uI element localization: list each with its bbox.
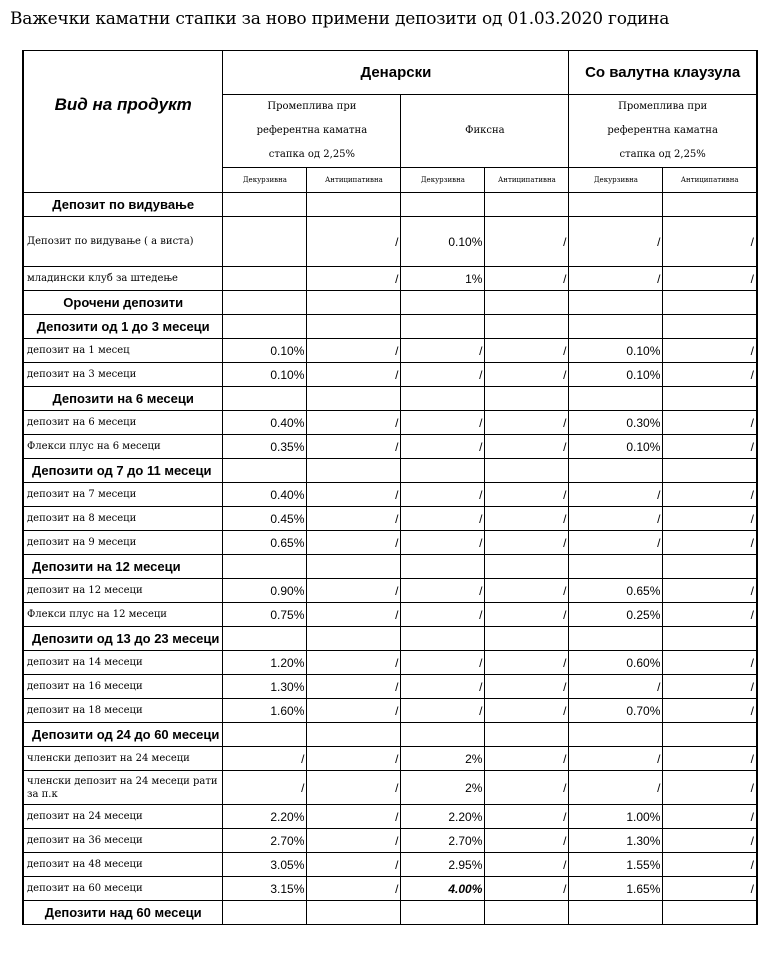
empty-cell: [401, 627, 485, 651]
rate-cell-denar-fixed-anticipative: /: [485, 339, 569, 363]
rate-cell-denar-fixed-anticipative: /: [485, 531, 569, 555]
section-label: Депозити од 7 до 11 месеци: [23, 459, 223, 483]
decursive-header: Декурзивна: [569, 168, 663, 193]
denar-fixed-rate-header: Фиксна: [401, 95, 569, 168]
empty-cell: [401, 459, 485, 483]
empty-cell: [485, 723, 569, 747]
decursive-header: Декурзивна: [223, 168, 307, 193]
empty-cell: [663, 723, 757, 747]
rate-cell-denar-variable-decursive: 0.10%: [223, 363, 307, 387]
empty-cell: [485, 315, 569, 339]
empty-cell: [307, 387, 401, 411]
rate-cell-fx-variable-anticipative: /: [663, 699, 757, 723]
empty-cell: [401, 291, 485, 315]
rate-cell-fx-variable-decursive: 0.10%: [569, 435, 663, 459]
rate-cell-denar-variable-anticipative: /: [307, 829, 401, 853]
rate-cell-denar-variable-anticipative: /: [307, 771, 401, 805]
empty-cell: [401, 901, 485, 925]
empty-cell: [307, 459, 401, 483]
rate-cell-denar-variable-decursive: 0.10%: [223, 339, 307, 363]
rate-cell-denar-variable-decursive: 1.60%: [223, 699, 307, 723]
rate-cell-denar-variable-anticipative: /: [307, 363, 401, 387]
rate-cell-fx-variable-decursive: 1.65%: [569, 877, 663, 901]
empty-cell: [223, 555, 307, 579]
empty-cell: [663, 901, 757, 925]
product-row: [23, 747, 757, 771]
rate-cell-denar-fixed-anticipative: /: [485, 675, 569, 699]
product-row: [23, 579, 757, 603]
empty-cell: [663, 459, 757, 483]
rate-cell-denar-variable-anticipative: /: [307, 507, 401, 531]
rate-cell-fx-variable-decursive: 1.30%: [569, 829, 663, 853]
product-row: [23, 531, 757, 555]
product-label: депозит на 9 месеци: [23, 531, 223, 555]
product-label: членски депозит на 24 месеци: [23, 747, 223, 771]
product-row: [23, 829, 757, 853]
product-label: Депозит по видување ( а виста): [23, 217, 223, 267]
rate-cell-denar-fixed-decursive: /: [401, 507, 485, 531]
rate-cell-denar-fixed-decursive: /: [401, 579, 485, 603]
section-row: [23, 723, 757, 747]
empty-cell: [569, 555, 663, 579]
rate-cell-fx-variable-decursive: /: [569, 267, 663, 291]
product-row: [23, 217, 757, 267]
empty-cell: [401, 315, 485, 339]
rate-cell-denar-fixed-decursive: /: [401, 435, 485, 459]
product-row: [23, 339, 757, 363]
empty-cell: [663, 387, 757, 411]
product-row: [23, 699, 757, 723]
rate-cell-fx-variable-decursive: /: [569, 771, 663, 805]
product-label: депозит на 3 месеци: [23, 363, 223, 387]
section-row: [23, 459, 757, 483]
rate-cell-denar-fixed-decursive: 0.10%: [401, 217, 485, 267]
empty-cell: [223, 291, 307, 315]
section-label: Депозити од 13 до 23 месеци: [23, 627, 223, 651]
rate-cell-denar-variable-decursive: 0.90%: [223, 579, 307, 603]
empty-cell: [307, 291, 401, 315]
rate-cell-fx-variable-decursive: 0.10%: [569, 363, 663, 387]
rate-cell-fx-variable-anticipative: /: [663, 411, 757, 435]
rate-cell-fx-variable-anticipative: /: [663, 363, 757, 387]
rate-cell-denar-variable-decursive: 2.70%: [223, 829, 307, 853]
rate-cell-fx-variable-decursive: 0.25%: [569, 603, 663, 627]
rate-cell-denar-fixed-decursive: /: [401, 675, 485, 699]
rate-cell-fx-variable-decursive: /: [569, 675, 663, 699]
rate-cell-denar-fixed-anticipative: /: [485, 747, 569, 771]
empty-cell: [307, 193, 401, 217]
product-row: [23, 483, 757, 507]
empty-cell: [663, 627, 757, 651]
product-row: [23, 771, 757, 805]
empty-cell: [663, 315, 757, 339]
rate-cell-denar-variable-decursive: 1.20%: [223, 651, 307, 675]
rate-cell-fx-variable-anticipative: /: [663, 507, 757, 531]
empty-cell: [401, 555, 485, 579]
product-row: [23, 435, 757, 459]
empty-cell: [663, 555, 757, 579]
rate-cell-fx-variable-anticipative: /: [663, 651, 757, 675]
anticipative-header: Антиципативна: [663, 168, 757, 193]
header-row-currency: [23, 51, 757, 95]
rate-cell-denar-fixed-decursive: 2%: [401, 771, 485, 805]
rate-cell-denar-variable-anticipative: /: [307, 435, 401, 459]
product-label: депозит на 24 месеци: [23, 805, 223, 829]
empty-cell: [223, 459, 307, 483]
rate-cell-denar-fixed-anticipative: /: [485, 579, 569, 603]
empty-cell: [223, 627, 307, 651]
fx-variable-rate-header: Промеплива при референтна каматна стапка од 2,25%: [569, 95, 757, 168]
rate-cell-denar-fixed-anticipative: /: [485, 217, 569, 267]
interest-rates-table: [22, 50, 758, 925]
section-label: Депозити над 60 месеци: [23, 901, 223, 925]
rate-cell-fx-variable-anticipative: /: [663, 435, 757, 459]
rate-cell-fx-variable-anticipative: /: [663, 579, 757, 603]
rate-cell-fx-variable-anticipative: /: [663, 339, 757, 363]
rate-cell-denar-fixed-anticipative: /: [485, 267, 569, 291]
product-label: депозит на 12 месеци: [23, 579, 223, 603]
rate-cell-denar-fixed-anticipative: /: [485, 829, 569, 853]
section-label: Депозити на 6 месеци: [23, 387, 223, 411]
rate-cell-denar-variable-anticipative: /: [307, 483, 401, 507]
rate-cell-denar-fixed-anticipative: /: [485, 771, 569, 805]
product-label: депозит на 1 месец: [23, 339, 223, 363]
rate-cell-denar-fixed-decursive: /: [401, 651, 485, 675]
empty-cell: [485, 291, 569, 315]
anticipative-header: Антиципативна: [307, 168, 401, 193]
empty-cell: [663, 291, 757, 315]
rate-cell-denar-fixed-decursive: 4.00%: [401, 877, 485, 901]
rate-cell-denar-fixed-decursive: /: [401, 699, 485, 723]
rate-cell-denar-fixed-anticipative: /: [485, 805, 569, 829]
rate-cell-denar-variable-decursive: 1.30%: [223, 675, 307, 699]
empty-cell: [223, 723, 307, 747]
section-label: Депозити од 24 до 60 месеци: [23, 723, 223, 747]
section-label: Орочени депозити: [23, 291, 223, 315]
section-row: [23, 387, 757, 411]
product-label: депозит на 16 месеци: [23, 675, 223, 699]
product-row: [23, 603, 757, 627]
rate-cell-fx-variable-anticipative: /: [663, 877, 757, 901]
rate-cell-denar-fixed-decursive: 2.20%: [401, 805, 485, 829]
empty-cell: [307, 901, 401, 925]
section-row: [23, 901, 757, 925]
rate-cell-denar-variable-decursive: /: [223, 771, 307, 805]
page-title: Важечки каматни стапки за ново примени депозити од 01.03.2020 година: [10, 9, 670, 29]
anticipative-header: Антиципативна: [485, 168, 569, 193]
rate-cell-denar-fixed-decursive: /: [401, 363, 485, 387]
rate-cell-denar-variable-anticipative: /: [307, 675, 401, 699]
empty-cell: [307, 627, 401, 651]
rate-cell-denar-fixed-anticipative: /: [485, 411, 569, 435]
product-label: депозит на 8 месеци: [23, 507, 223, 531]
rate-cell-denar-fixed-anticipative: /: [485, 651, 569, 675]
rate-cell-denar-fixed-anticipative: /: [485, 363, 569, 387]
product-label: членски депозит на 24 месеци рати за п.к: [23, 771, 223, 805]
decursive-header: Декурзивна: [401, 168, 485, 193]
rate-cell-denar-variable-decursive: 0.75%: [223, 603, 307, 627]
rate-cell-denar-fixed-decursive: /: [401, 603, 485, 627]
empty-cell: [569, 315, 663, 339]
product-label: депозит на 14 месеци: [23, 651, 223, 675]
empty-cell: [569, 901, 663, 925]
rate-cell-denar-variable-decursive: 0.45%: [223, 507, 307, 531]
rate-cell-denar-variable-decursive: 3.15%: [223, 877, 307, 901]
section-row: [23, 291, 757, 315]
empty-cell: [485, 193, 569, 217]
product-row: [23, 363, 757, 387]
rate-cell-fx-variable-anticipative: /: [663, 267, 757, 291]
rate-cell-fx-variable-anticipative: /: [663, 805, 757, 829]
denar-header: Денарски: [223, 51, 569, 95]
product-row: [23, 507, 757, 531]
empty-cell: [307, 315, 401, 339]
product-label: Флекси плус на 12 месеци: [23, 603, 223, 627]
empty-cell: [223, 901, 307, 925]
product-row: [23, 651, 757, 675]
rate-cell-denar-fixed-anticipative: /: [485, 603, 569, 627]
rate-cell-fx-variable-decursive: 1.55%: [569, 853, 663, 877]
section-row: [23, 193, 757, 217]
rate-cell-fx-variable-decursive: /: [569, 507, 663, 531]
section-label: Депозит по видување: [23, 193, 223, 217]
rate-cell-fx-variable-anticipative: /: [663, 675, 757, 699]
rate-cell-denar-variable-anticipative: /: [307, 217, 401, 267]
product-row: [23, 675, 757, 699]
empty-cell: [223, 315, 307, 339]
rate-cell-denar-fixed-decursive: 1%: [401, 267, 485, 291]
rate-cell-denar-fixed-decursive: /: [401, 483, 485, 507]
rate-cell-denar-variable-decursive: 2.20%: [223, 805, 307, 829]
rate-cell-fx-variable-decursive: /: [569, 531, 663, 555]
empty-cell: [569, 193, 663, 217]
section-row: [23, 315, 757, 339]
empty-cell: [401, 723, 485, 747]
rate-cell-denar-variable-decursive: [223, 217, 307, 267]
product-label: депозит на 48 месеци: [23, 853, 223, 877]
empty-cell: [485, 555, 569, 579]
rate-cell-denar-fixed-anticipative: /: [485, 483, 569, 507]
rate-cell-fx-variable-anticipative: /: [663, 747, 757, 771]
rate-cell-fx-variable-anticipative: /: [663, 771, 757, 805]
rate-cell-denar-fixed-decursive: 2.95%: [401, 853, 485, 877]
rate-cell-denar-variable-anticipative: /: [307, 411, 401, 435]
rate-cell-denar-fixed-decursive: 2.70%: [401, 829, 485, 853]
rate-cell-denar-fixed-anticipative: /: [485, 507, 569, 531]
rate-cell-fx-variable-anticipative: /: [663, 217, 757, 267]
rate-cell-fx-variable-anticipative: /: [663, 483, 757, 507]
rate-cell-denar-variable-anticipative: /: [307, 651, 401, 675]
product-label: депозит на 7 месеци: [23, 483, 223, 507]
empty-cell: [663, 193, 757, 217]
rate-cell-denar-variable-anticipative: /: [307, 579, 401, 603]
rate-cell-denar-fixed-anticipative: /: [485, 877, 569, 901]
empty-cell: [569, 291, 663, 315]
rate-cell-denar-variable-anticipative: /: [307, 805, 401, 829]
rate-cell-fx-variable-decursive: /: [569, 217, 663, 267]
rate-cell-fx-variable-anticipative: /: [663, 603, 757, 627]
empty-cell: [223, 387, 307, 411]
rate-cell-fx-variable-decursive: 0.10%: [569, 339, 663, 363]
rate-cell-denar-variable-decursive: /: [223, 747, 307, 771]
rate-cell-fx-variable-decursive: 0.30%: [569, 411, 663, 435]
rate-cell-denar-fixed-decursive: /: [401, 339, 485, 363]
product-label: депозит на 18 месеци: [23, 699, 223, 723]
rate-cell-denar-fixed-anticipative: /: [485, 853, 569, 877]
rate-cell-denar-variable-decursive: 0.35%: [223, 435, 307, 459]
rate-cell-denar-variable-decursive: 3.05%: [223, 853, 307, 877]
empty-cell: [569, 459, 663, 483]
rate-cell-denar-fixed-anticipative: /: [485, 699, 569, 723]
rate-cell-denar-fixed-anticipative: /: [485, 435, 569, 459]
empty-cell: [569, 723, 663, 747]
product-label: Флекси плус на 6 месеци: [23, 435, 223, 459]
empty-cell: [569, 627, 663, 651]
product-label: депозит на 6 месеци: [23, 411, 223, 435]
rate-cell-fx-variable-decursive: 1.00%: [569, 805, 663, 829]
fx-clause-header: Со валутна клаузула: [569, 51, 757, 95]
product-row: [23, 877, 757, 901]
product-label: депозит на 36 месеци: [23, 829, 223, 853]
product-label: младински клуб за штедење: [23, 267, 223, 291]
empty-cell: [485, 387, 569, 411]
rate-cell-denar-variable-decursive: [223, 267, 307, 291]
rate-cell-denar-variable-anticipative: /: [307, 267, 401, 291]
empty-cell: [485, 627, 569, 651]
empty-cell: [401, 387, 485, 411]
section-row: [23, 627, 757, 651]
rate-cell-denar-variable-anticipative: /: [307, 699, 401, 723]
rate-cell-fx-variable-anticipative: /: [663, 853, 757, 877]
rate-cell-denar-fixed-decursive: /: [401, 531, 485, 555]
rate-cell-fx-variable-decursive: /: [569, 483, 663, 507]
rate-cell-denar-variable-decursive: 0.40%: [223, 483, 307, 507]
rate-cell-denar-variable-anticipative: /: [307, 853, 401, 877]
rate-cell-denar-variable-anticipative: /: [307, 531, 401, 555]
product-label: депозит на 60 месеци: [23, 877, 223, 901]
rate-cell-denar-variable-decursive: 0.40%: [223, 411, 307, 435]
rate-cell-denar-variable-anticipative: /: [307, 603, 401, 627]
section-label: Депозити од 1 до 3 месеци: [23, 315, 223, 339]
empty-cell: [307, 723, 401, 747]
empty-cell: [569, 387, 663, 411]
product-row: [23, 267, 757, 291]
empty-cell: [485, 901, 569, 925]
rate-cell-fx-variable-decursive: 0.70%: [569, 699, 663, 723]
empty-cell: [401, 193, 485, 217]
rate-cell-fx-variable-decursive: /: [569, 747, 663, 771]
denar-variable-rate-header: Промеплива при референтна каматна стапка од 2,25%: [223, 95, 401, 168]
product-row: [23, 853, 757, 877]
product-row: [23, 805, 757, 829]
rate-cell-denar-variable-decursive: 0.65%: [223, 531, 307, 555]
product-row: [23, 411, 757, 435]
rate-cell-denar-fixed-decursive: 2%: [401, 747, 485, 771]
empty-cell: [485, 459, 569, 483]
empty-cell: [307, 555, 401, 579]
rate-cell-fx-variable-decursive: 0.65%: [569, 579, 663, 603]
section-label: Депозити на 12 месеци: [23, 555, 223, 579]
rate-cell-fx-variable-anticipative: /: [663, 829, 757, 853]
empty-cell: [223, 193, 307, 217]
section-row: [23, 555, 757, 579]
rate-cell-fx-variable-anticipative: /: [663, 531, 757, 555]
rate-cell-denar-fixed-decursive: /: [401, 411, 485, 435]
rate-cell-denar-variable-anticipative: /: [307, 877, 401, 901]
rate-cell-denar-variable-anticipative: /: [307, 339, 401, 363]
rate-cell-denar-variable-anticipative: /: [307, 747, 401, 771]
rate-cell-fx-variable-decursive: 0.60%: [569, 651, 663, 675]
product-type-header: Вид на продукт: [23, 51, 223, 193]
